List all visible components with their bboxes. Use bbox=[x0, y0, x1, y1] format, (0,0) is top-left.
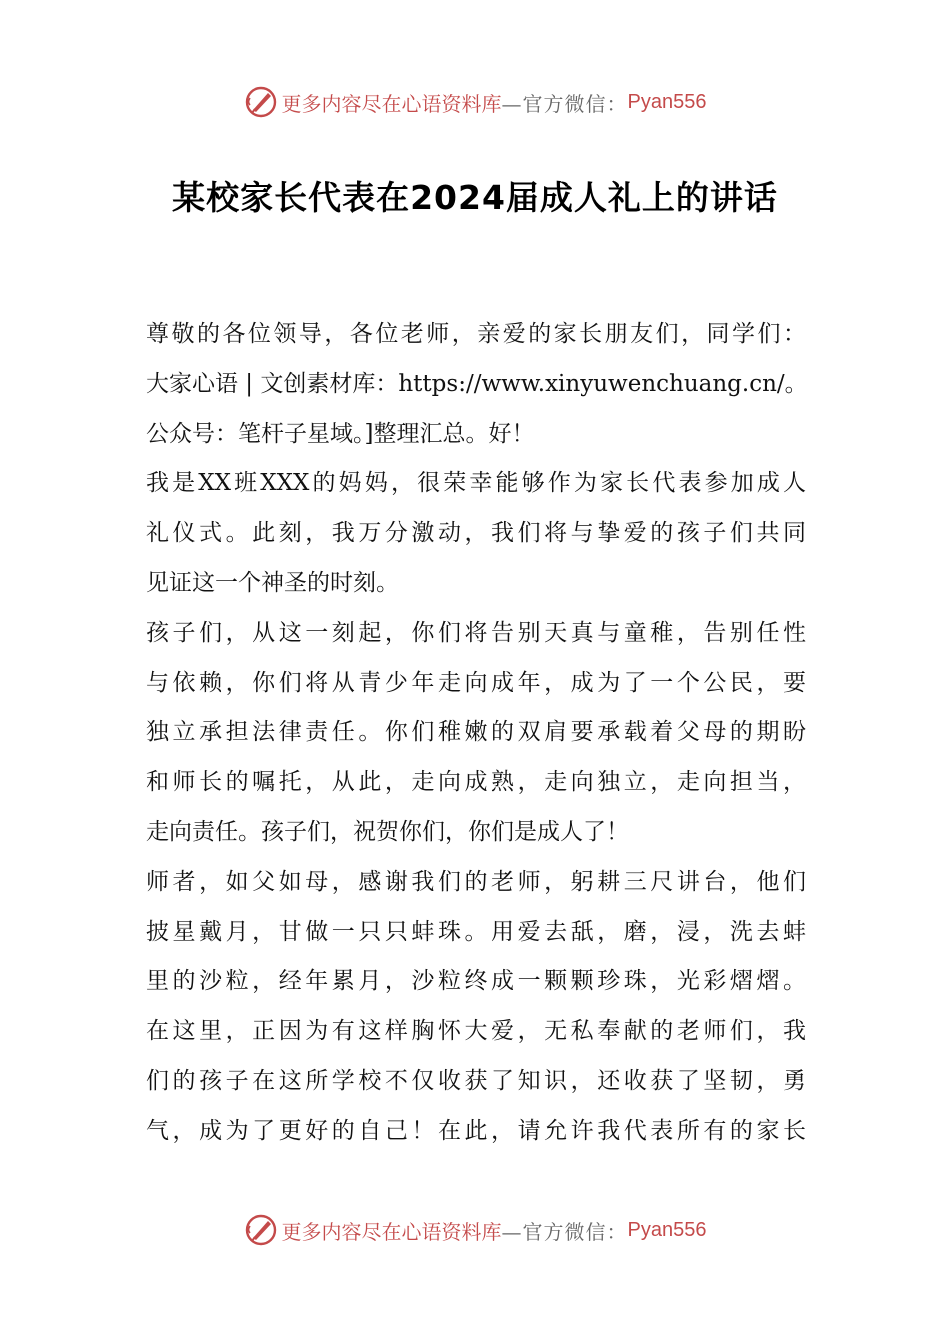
header-banner bbox=[0, 80, 950, 124]
body-line: 孩子们，从这一刻起，你们将告别天真与童稚，告别任性 bbox=[146, 619, 806, 646]
body-line: 见证这一个神圣的时刻。 bbox=[146, 569, 399, 596]
footer-banner bbox=[0, 1208, 950, 1252]
body-line: 和师长的嘱托，从此，走向成熟，走向独立，走向担当， bbox=[146, 769, 806, 796]
body-line: 与依赖，你们将从青少年走向成年，成为了一个公民，要 bbox=[146, 669, 806, 696]
body-line: 在这里，正因为有这样胸怀大爱，无私奉献的老师们，我 bbox=[146, 1018, 806, 1045]
document-body bbox=[146, 310, 806, 1157]
body-line: 公众号：笔杆子星域。]整理汇总。好！ bbox=[146, 420, 535, 447]
body-line: 们的孩子在这所学校不仅收获了知识，还收获了坚韧，勇 bbox=[146, 1067, 806, 1094]
body-line: 师者，如父如母，感谢我们的老师，躬耕三尺讲台，他们 bbox=[146, 868, 806, 895]
body-line: 走向责任。孩子们，祝贺你们，你们是成人了！ bbox=[146, 818, 629, 845]
body-line: 我是XX班XXX的妈妈，很荣幸能够作为家长代表参加成人 bbox=[146, 470, 806, 497]
quill-pen-logo-icon bbox=[244, 85, 278, 119]
banner-site-text: 更多内容尽在心语资料库 bbox=[281, 1219, 502, 1244]
quill-pen-logo-icon bbox=[244, 1213, 278, 1247]
body-line: 里的沙粒，经年累月，沙粒终成一颗颗珍珠，光彩熠熠。 bbox=[146, 968, 806, 995]
banner-wechat-id: Pyan556 bbox=[627, 1218, 707, 1241]
body-line: 气，成为了更好的自己！在此，请允许我代表所有的家长 bbox=[146, 1117, 806, 1144]
banner-wechat-label: —官方微信： bbox=[501, 91, 628, 116]
banner-site-text: 更多内容尽在心语资料库 bbox=[281, 91, 502, 116]
body-line: 大家心语 | 文创素材库：https://www.xinyuwenchuang.cn/。 bbox=[146, 370, 808, 397]
body-line: 披星戴月，甘做一只只蚌珠。用爱去舐，磨，浸，洗去蚌 bbox=[146, 918, 806, 945]
banner-wechat-id: Pyan556 bbox=[627, 90, 707, 113]
banner-wechat-label: —官方微信： bbox=[501, 1219, 628, 1244]
document-title: 某校家长代表在2024届成人礼上的讲话 bbox=[172, 178, 778, 217]
body-line: 礼仪式。此刻，我万分激动，我们将与挚爱的孩子们共同 bbox=[146, 520, 806, 547]
body-line: 尊敬的各位领导，各位老师，亲爱的家长朋友们，同学们： bbox=[146, 321, 806, 347]
body-line: 独立承担法律责任。你们稚嫩的双肩要承载着父母的期盼 bbox=[146, 719, 806, 746]
